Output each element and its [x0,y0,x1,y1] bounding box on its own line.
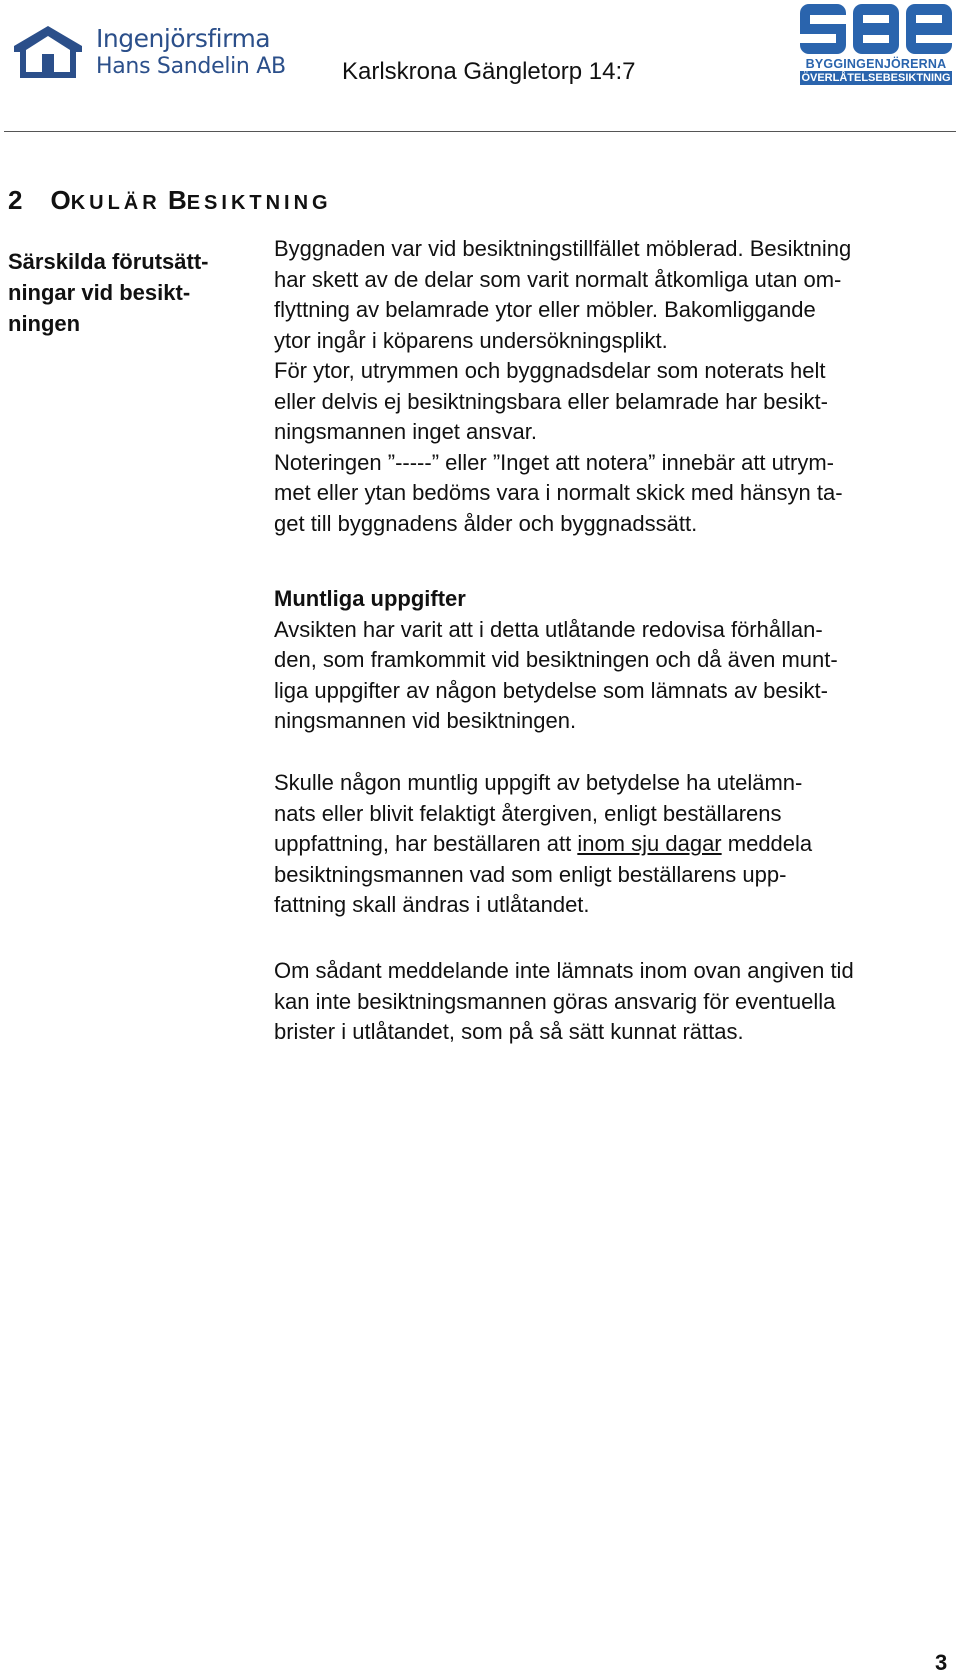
closing-paragraph [274,956,960,1048]
text-line [274,829,960,860]
text-line: nats eller blivit felaktigt återgiven, enligt beställarens [274,800,782,826]
side-label-line: Särskilda förutsätt- [8,249,209,274]
section-title [8,185,332,216]
text-line: brister i utlåtandet, som på så sätt kunnat rättas. [274,1019,744,1044]
text-line: Avsikten har varit att i detta utlåtande redovisa förhållan- [274,616,823,642]
header-divider [4,131,956,132]
document-title: Karlskrona Gängletorp 14:7 [342,58,636,85]
text-span: uppfattning, har beställaren att [274,831,578,856]
text-line: besiktningsmannen vad som enligt beställarens upp- [274,861,787,887]
deadline-emphasis: inom sju dagar [577,831,722,856]
text-line: eller delvis ej besiktningsbara eller belamrade har besikt- [274,388,828,414]
text-line: get till byggnadens ålder och byggnadssätt. [274,510,698,536]
company-logo [10,22,286,82]
text-line: Noteringen ”-----” eller ”Inget att notera” innebär att utrym- [274,449,834,475]
text-line: kan inte besiktningsmannen göras ansvarig för eventuella [274,988,836,1014]
title-rest-1: KULÄR [70,192,161,214]
text-line: ningsmannen vid besiktningen. [274,708,577,733]
side-label-line: ningar vid besikt- [8,280,191,305]
text-line: liga uppgifter av någon betydelse som lämnats av besikt- [274,677,828,703]
house-logo-icon [10,24,86,80]
text-line: För ytor, utrymmen och byggnadsdelar som noterats helt [274,358,826,383]
side-label-line: ningen [8,311,81,336]
text-line: Om sådant meddelande inte lämnats inom ovan angiven tid [274,958,854,983]
section-number: 2 [8,185,23,215]
text-line: Byggnaden var vid besiktningstillfället möblerad. Besiktning [274,236,852,261]
sbr-logo-icon [800,4,952,54]
partner-logo [800,4,958,84]
text-line: fattning skall ändras i utlåtandet. [274,892,590,917]
company-name-line1: Ingenjörsfirma [96,24,271,53]
text-line: met eller ytan bedöms vara i normalt skick med hänsyn ta- [274,480,843,505]
title-initial-2: B [167,185,187,215]
oral-info-section [274,584,960,737]
text-line: ningsmannen inget ansvar. [274,419,537,444]
text-line: Skulle någon muntlig uppgift av betydelse ha utelämn- [274,770,803,795]
title-rest-2: ESIKTNING [186,192,332,214]
page-number: 3 [935,1650,948,1675]
text-line: flyttning av belamrade ytor eller möbler. Bakomliggande [274,297,816,322]
side-label [8,246,240,339]
title-initial-1: O [50,185,71,215]
warning-paragraph [274,768,960,921]
partner-tagline: ÖVERLÅTELSEBESIKTNING [801,72,951,84]
text-span: meddela [721,831,813,856]
text-line: har skett av de delar som varit normalt åtkomliga utan om- [274,266,842,292]
text-line: den, som framkommit vid besiktningen och då även munt- [274,647,838,672]
company-name-line2: Hans Sandelin AB [96,54,286,79]
text-line: ytor ingår i köparens undersökningsplikt. [274,327,668,353]
oral-info-heading: Muntliga uppgifter [274,586,466,611]
intro-paragraph [274,234,960,539]
partner-name: BYGGINGENJÖRERNA [805,57,947,71]
